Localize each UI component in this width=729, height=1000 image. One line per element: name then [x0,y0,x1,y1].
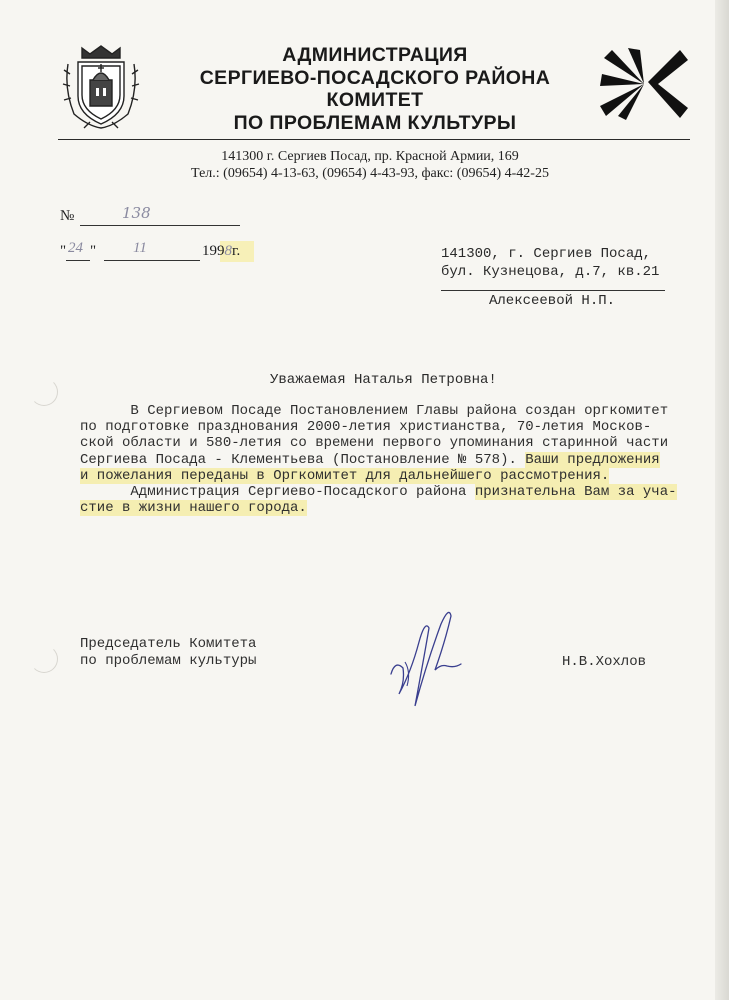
highlighted-text: стие в жизни нашего города. [80,500,307,517]
body-line [80,403,680,419]
recipient-address [441,246,659,281]
punch-hole [30,378,58,406]
body-text: В Сергиевом Посаде Постановлением Главы района создан оргкомитет [80,403,669,419]
contact-info [80,148,660,182]
org-phones: Тел.: (09654) 4-13-63, (09654) 4-43-93, факс: (09654) 4-42-25 [191,166,549,181]
organization-title [150,44,600,134]
org-title-line: КОМИТЕТ [326,89,424,111]
letter-date [60,240,260,265]
letter-body [80,403,680,516]
body-line [80,468,680,484]
date-quote-close: " [90,243,97,259]
body-line [80,484,680,500]
coat-of-arms-icon [60,44,142,130]
body-text: ской области и 580-летия со времени первого упоминания старинной части [80,435,669,452]
body-text: Сергиева Посада - Клементьева (Постановление № 578). [80,451,526,468]
signatory-position [80,636,256,669]
body-line [80,500,680,516]
date-day: 24 [68,240,83,256]
signatory-name: Н.В.Хохлов [562,654,647,670]
date-year-suffix: г. [232,243,241,259]
org-title-line: АДМИНИСТРАЦИЯ [282,44,468,66]
page-edge [715,0,729,1000]
number-value: 138 [122,204,151,222]
body-text: по подготовке празднования 2000-летия христианства, 70-летия Москов- [80,419,652,436]
highlighted-text: и пожелания переданы в Оргкомитет для дальнейшего рассмотрения. [80,467,610,484]
salutation: Уважаемая Наталья Петровна! [270,372,497,388]
recipient-address-line: 141300, г. Сергиев Посад, [441,246,652,262]
date-quote-open: " [60,243,67,259]
header-divider [58,139,690,140]
recipient-divider [441,290,665,291]
handwritten-signature [385,602,465,712]
org-title-line: СЕРГИЕВО-ПОСАДСКОГО РАЙОНА [199,66,551,89]
committee-logo-icon [598,46,690,122]
highlighted-text: Ваши предложения [525,451,660,468]
punch-hole [30,645,58,673]
number-label: № [60,208,75,224]
body-line [80,419,680,435]
highlighted-text: признательна Вам за уча- [474,483,677,500]
org-title-line: ПО ПРОБЛЕМАМ КУЛЬТУРЫ [233,111,517,134]
position-line: Председатель Комитета [80,636,257,652]
number-underline [80,225,240,226]
date-day-underline [66,260,90,261]
body-text: Администрация Сергиево-Посадского района [80,483,475,500]
position-line: по проблемам культуры [80,652,257,669]
date-month-underline [104,260,200,261]
date-year-prefix: 199 [202,243,225,259]
body-line [80,435,680,451]
recipient-address-line: бул. Кузнецова, д.7, кв.21 [441,263,660,280]
date-year [202,243,240,260]
date-year-digit: 8 [224,243,232,259]
org-address: 141300 г. Сергиев Посад, пр. Красной Армии, 169 [221,149,519,164]
body-line [80,452,680,468]
recipient-name: Алексеевой Н.П. [489,293,616,309]
date-month: 11 [133,240,147,256]
